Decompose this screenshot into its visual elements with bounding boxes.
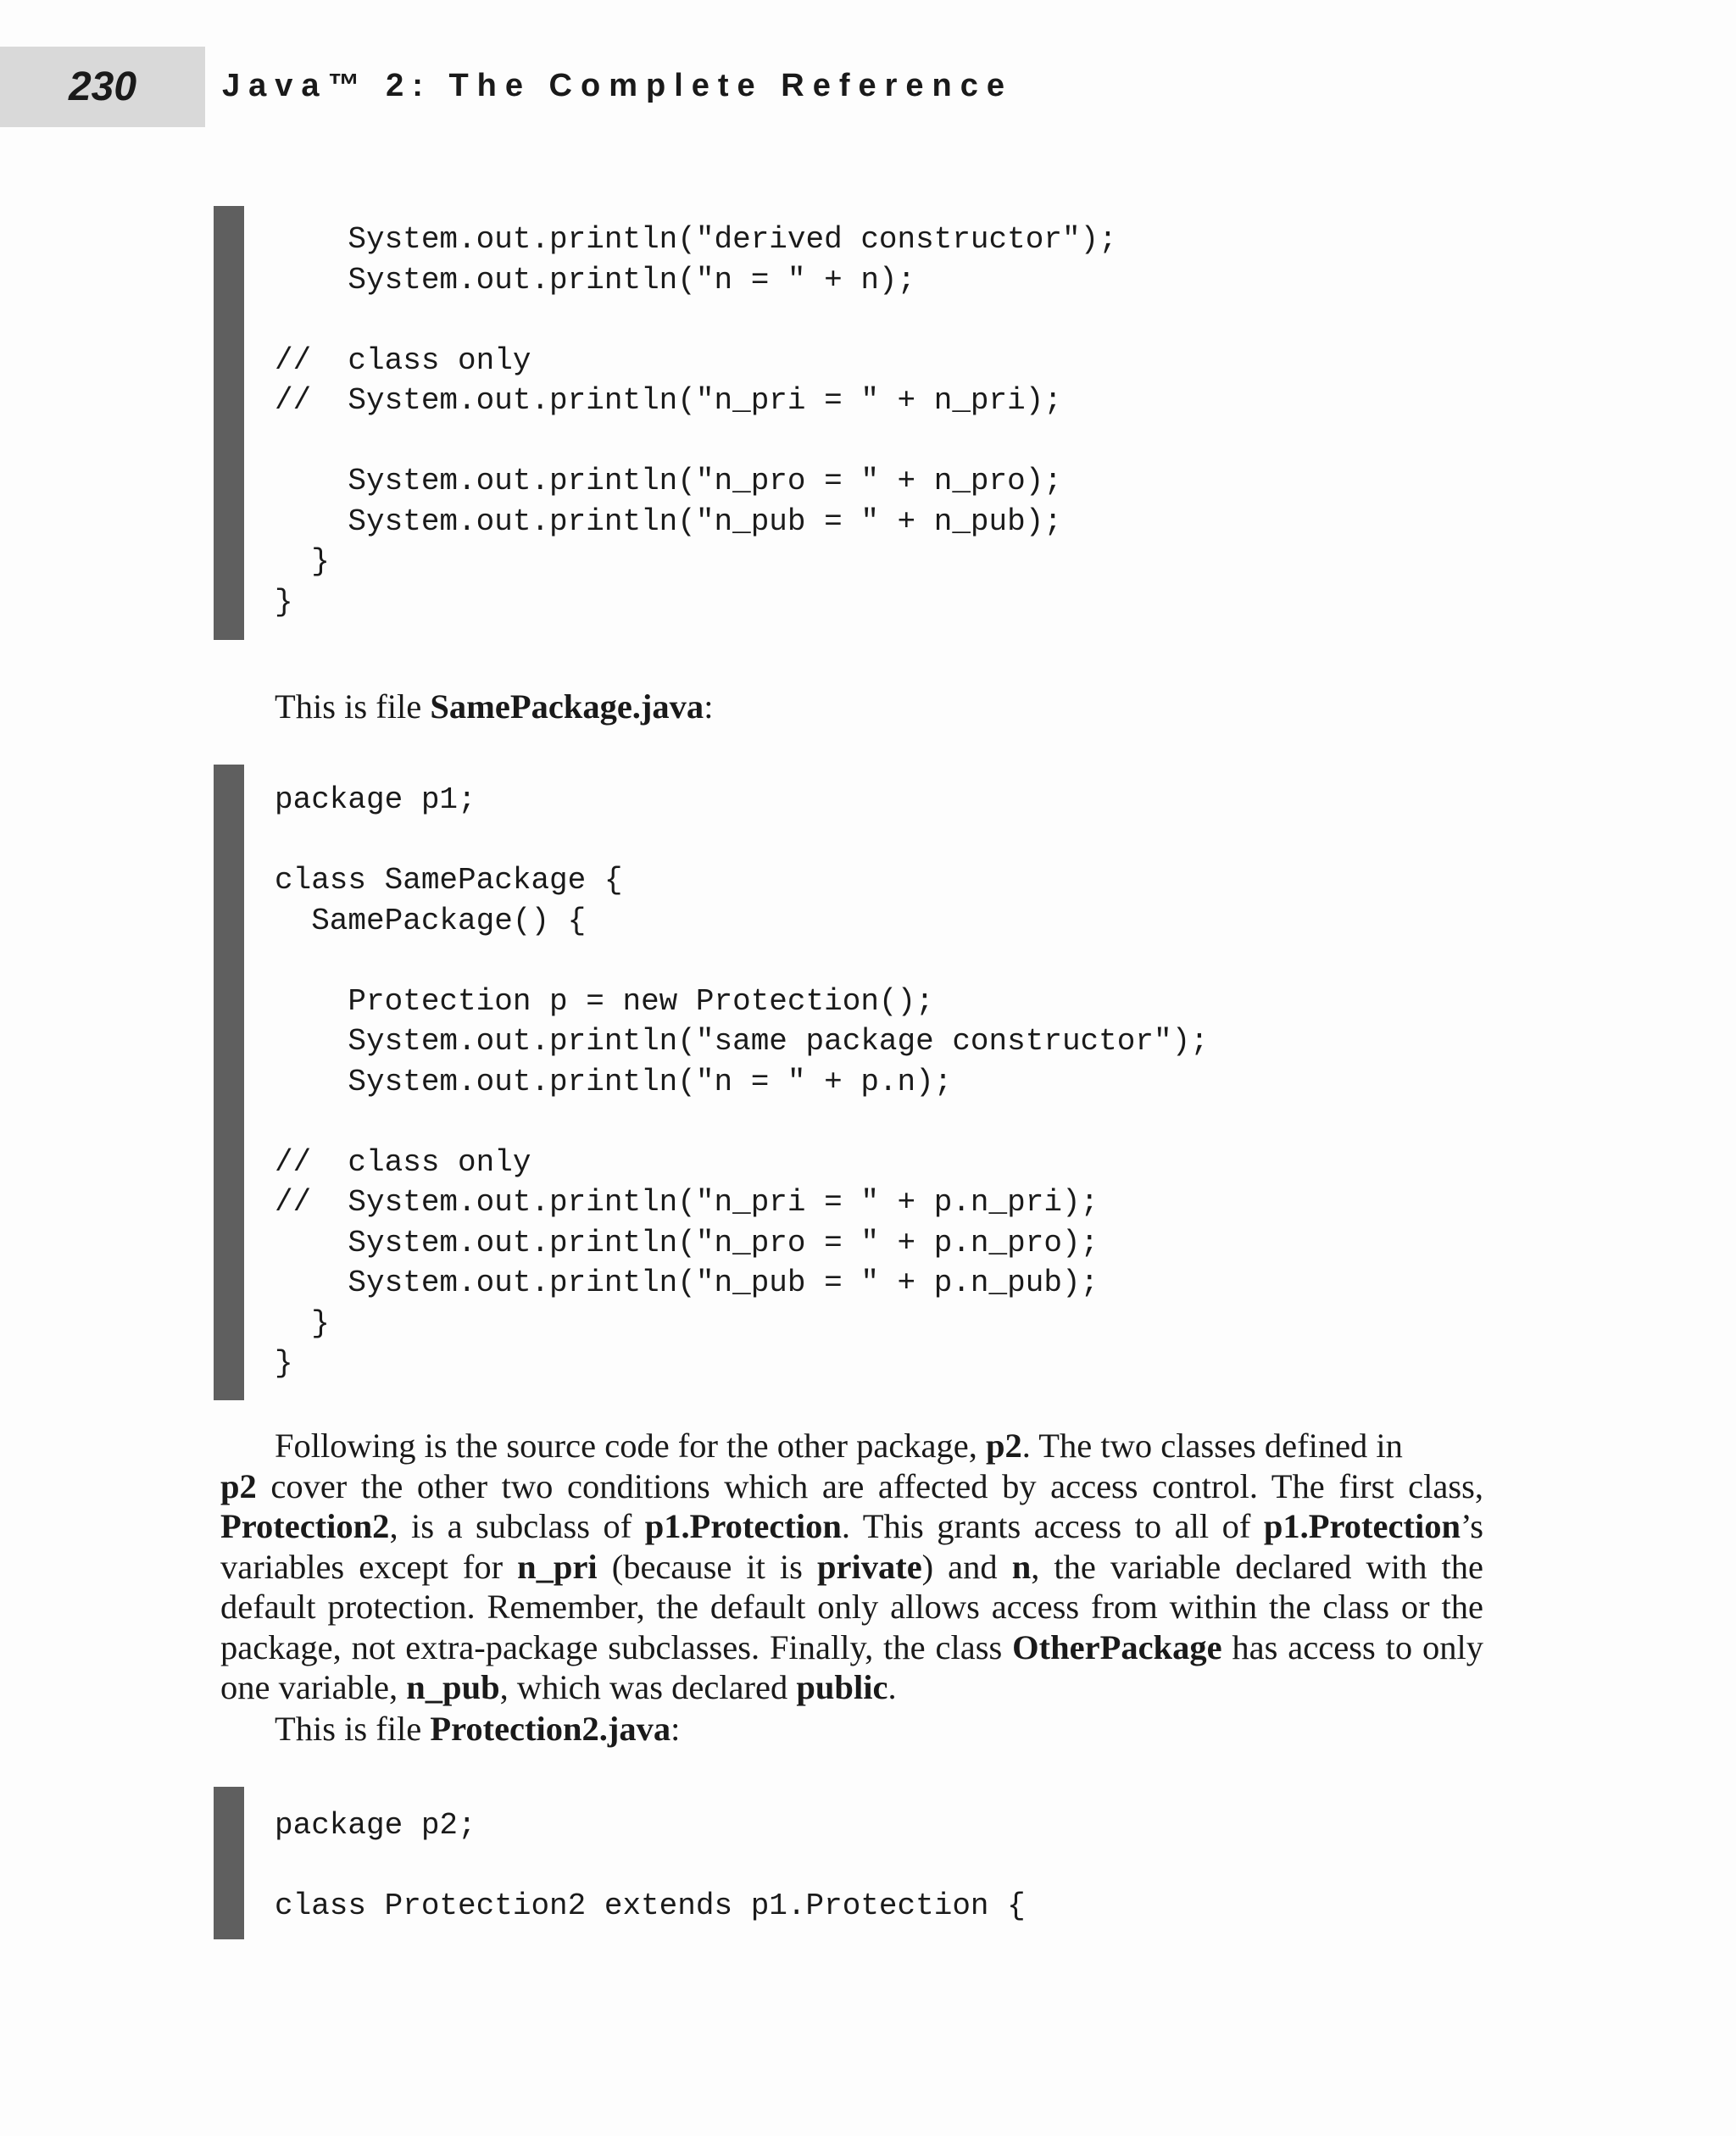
code-line [275,300,1117,341]
paragraph-line: Following is the source code for the other package, p2. The two classes defined in [275,1427,1403,1465]
code-line: System.out.println("n_pub = " + n_pub); [275,503,1062,539]
code-listing [275,780,1209,1384]
code-listing [275,1805,1026,1927]
code-line: System.out.println("n_pro = " + p.n_pro); [275,1225,1099,1260]
code-line [275,941,1209,982]
code-line: package p2; [275,1808,476,1843]
paragraph-body: p2 cover the other two conditions which are affected by access control. The first class, Protection2, is a subclass of p1.Protection. This grants access to all of p1.Protection’s variables except for n_pri (because it is private) and n, the variable declared with the default protection. Remember, the default only allows access from within the class or the package, not extra-package subclasses. Finally, the class OtherPackage has access to only one variable, n_pub, which was declared public. [220,1466,1483,1706]
code-line: // class only [275,1144,531,1180]
code-line: class SamePackage { [275,863,623,898]
code-line: } [275,1346,293,1381]
code-line [275,1102,1209,1143]
code-line: System.out.println("n = " + n); [275,262,916,298]
code-line [275,820,1209,861]
code-block-bar [214,1787,244,1939]
code-line [275,421,1117,462]
code-line: // System.out.println("n_pri = " + n_pri); [275,383,1062,418]
code-line: class Protection2 extends p1.Protection { [275,1888,1026,1923]
code-line: } [275,584,293,620]
code-line: System.out.println("n = " + p.n); [275,1064,953,1099]
running-head: Java™ 2: The Complete Reference [222,68,1014,103]
page-number: 230 [68,64,137,109]
code-line: } [275,1305,330,1341]
code-line: System.out.println("same package constructor"); [275,1024,1209,1059]
code-line: } [275,544,330,579]
file-caption-protection2: This is file Protection2.java: [275,1710,681,1748]
code-listing [275,220,1117,622]
file-caption-samepackage: This is file SamePackage.java: [275,687,714,726]
page-number-box [0,47,205,127]
code-line: Protection p = new Protection(); [275,983,934,1019]
code-block-bar [214,206,244,640]
file-name: Protection2.java [430,1710,671,1748]
code-line: // System.out.println("n_pri = " + p.n_pri); [275,1185,1099,1220]
code-block-bar [214,765,244,1400]
code-line: SamePackage() { [275,903,587,938]
code-line [275,1846,1026,1887]
code-line: // class only [275,342,531,378]
code-line: package p1; [275,782,476,817]
code-line: System.out.println("n_pub = " + p.n_pub); [275,1265,1099,1300]
body-paragraph [220,1426,1483,1708]
code-line: System.out.println("derived constructor"); [275,222,1117,257]
code-line: System.out.println("n_pro = " + n_pro); [275,464,1062,498]
file-name: SamePackage.java [430,687,704,726]
